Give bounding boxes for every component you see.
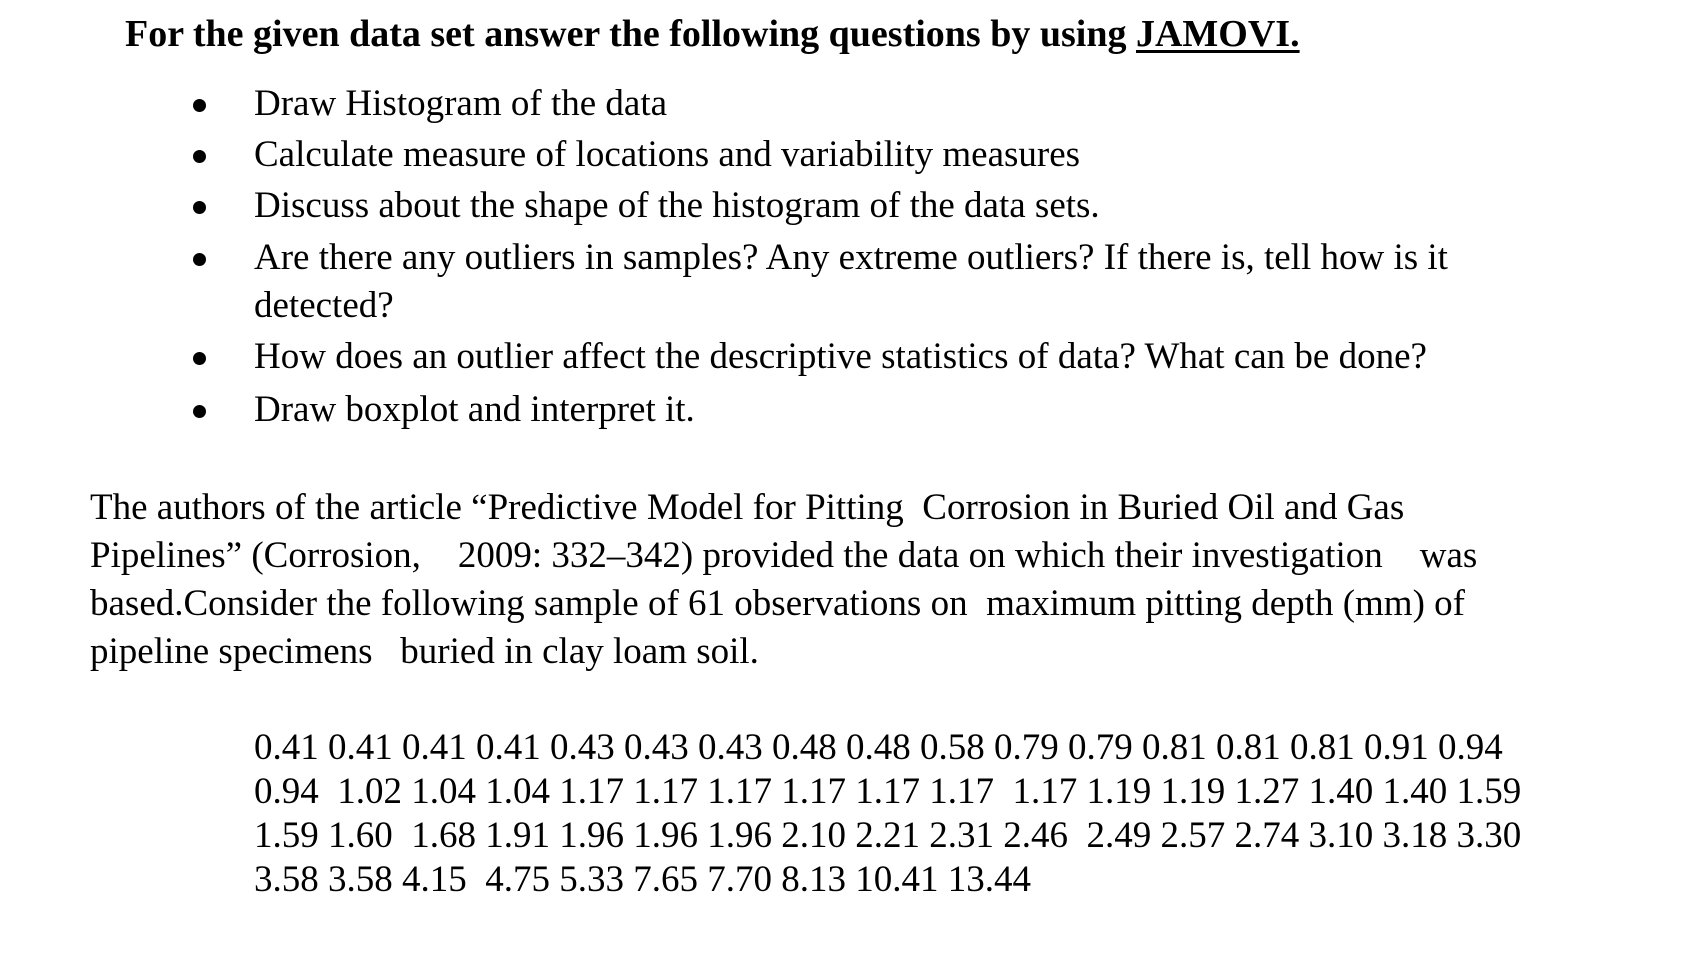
task-text: Draw Histogram of the data <box>254 83 668 124</box>
task-text: Discuss about the shape of the histogram of the data sets. <box>254 185 1100 226</box>
heading-text: For the given data set answer the following questions by using <box>125 13 1136 55</box>
heading-app-name: JAMOVI. <box>1135 13 1300 55</box>
task-text: Calculate measure of locations and variability measures <box>254 134 1081 175</box>
data-values-line: 0.94 1.02 1.04 1.04 1.17 1.17 1.17 1.17 1.17 1.17 1.17 1.19 1.19 1.27 1.40 1.40 1.59 <box>254 771 1522 812</box>
task-text: detected? <box>254 285 394 326</box>
data-values-line: 0.41 0.41 0.41 0.41 0.43 0.43 0.43 0.48 0.48 0.58 0.79 0.79 0.81 0.81 0.81 0.91 0.94 <box>254 727 1503 768</box>
description-line: pipeline specimens buried in clay loam soil. <box>90 631 759 672</box>
description-line: The authors of the article “Predictive Model for Pitting Corrosion in Buried Oil and Gas <box>90 487 1405 528</box>
bullet-icon <box>193 201 206 214</box>
bullet-icon <box>193 99 206 112</box>
data-values-block <box>254 726 1654 902</box>
bullet-icon <box>193 352 206 365</box>
task-text: How does an outlier affect the descriptive statistics of data? What can be done? <box>254 336 1427 377</box>
bullet-icon <box>193 253 206 266</box>
description-line: Pipelines” (Corrosion, 2009: 332–342) provided the data on which their investigation was <box>90 535 1478 576</box>
data-values-line: 1.59 1.60 1.68 1.91 1.96 1.96 1.96 2.10 2.21 2.31 2.46 2.49 2.57 2.74 3.10 3.18 3.30 <box>254 815 1522 856</box>
page-heading <box>125 10 1300 58</box>
bullet-icon <box>193 150 206 163</box>
description-line: based.Consider the following sample of 61 observations on maximum pitting depth (mm) of <box>90 583 1465 624</box>
description-paragraph <box>90 484 1560 676</box>
bullet-icon <box>193 405 206 418</box>
task-text: Are there any outliers in samples? Any extreme outliers? If there is, tell how is it <box>254 237 1448 278</box>
task-text: Draw boxplot and interpret it. <box>254 389 695 430</box>
data-values-line: 3.58 3.58 4.15 4.75 5.33 7.65 7.70 8.13 10.41 13.44 <box>254 859 1031 900</box>
